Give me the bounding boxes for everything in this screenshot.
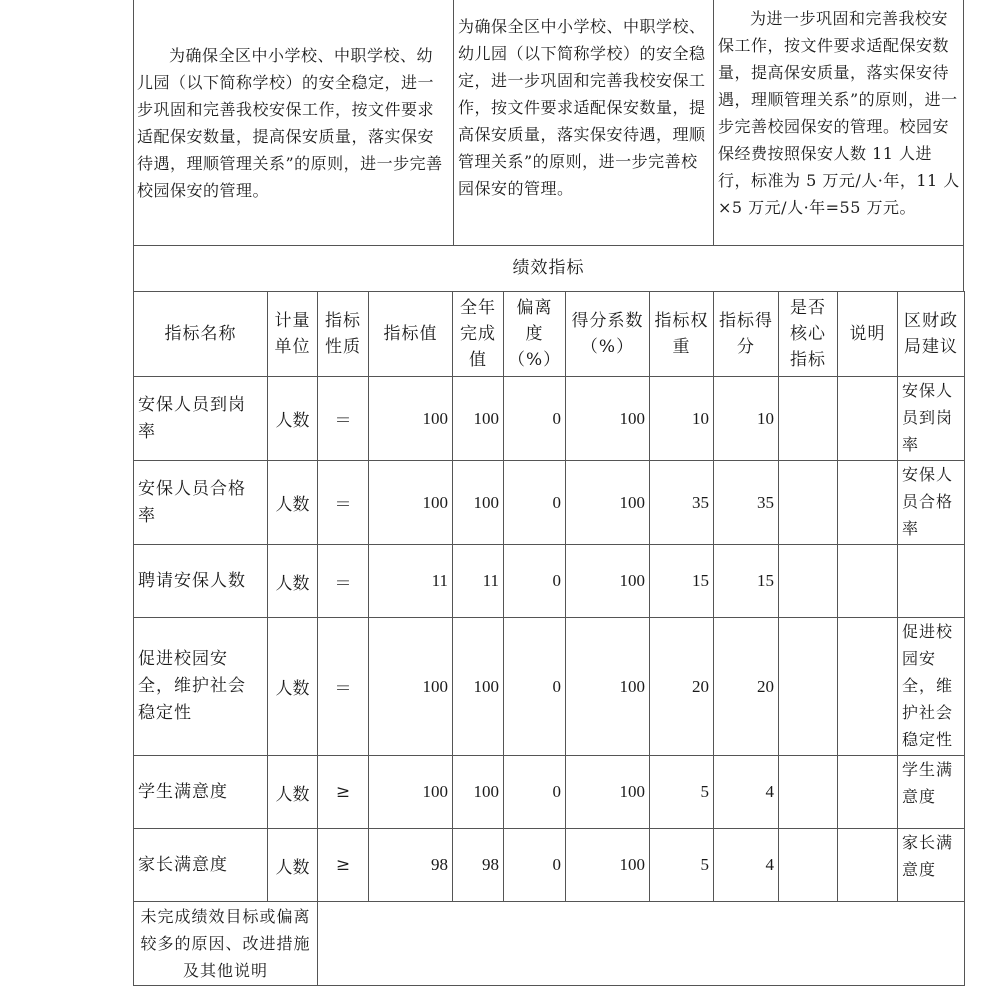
indicator-table	[133, 291, 965, 986]
indicator-nature: ≥	[318, 829, 369, 902]
footer-content	[318, 902, 965, 986]
indicator-deviation: 0	[504, 618, 566, 756]
indicator-nature: ＝	[318, 618, 369, 756]
indicator-deviation: 0	[504, 829, 566, 902]
indicator-coef: 100	[566, 829, 650, 902]
table-row	[134, 618, 965, 756]
indicator-actual: 100	[453, 461, 504, 545]
indicator-actual: 100	[453, 618, 504, 756]
header-weight: 指标权重	[650, 292, 714, 377]
indicator-name: 学生满意度	[134, 756, 268, 829]
indicator-weight: 5	[650, 756, 714, 829]
indicator-note	[838, 756, 898, 829]
project-description-band	[133, 0, 964, 246]
indicator-weight: 35	[650, 461, 714, 545]
header-nature: 指标性质	[318, 292, 369, 377]
header-target: 指标值	[369, 292, 453, 377]
header-deviation: 偏离度（%）	[504, 292, 566, 377]
indicator-nature: ＝	[318, 461, 369, 545]
indicator-nature: ＝	[318, 545, 369, 618]
indicator-nature: ≥	[318, 756, 369, 829]
table-row	[134, 377, 965, 461]
indicator-coef: 100	[566, 461, 650, 545]
indicator-core	[779, 618, 838, 756]
table-row	[134, 461, 965, 545]
section-title: 绩效指标	[133, 246, 964, 291]
indicator-score: 4	[714, 829, 779, 902]
indicator-advice: 家长满意度	[898, 829, 965, 902]
header-score: 指标得分	[714, 292, 779, 377]
indicator-unit: 人数	[268, 618, 318, 756]
description-column-1: 为确保全区中小学校、中职学校、幼儿园（以下简称学校）的安全稳定，进一步巩固和完善我校安保工作，按文件要求适配保安数量，提高保安质量，落实保安待遇，理顺管理关系”的原则，进一步完善校园保安的管理。	[134, 0, 454, 245]
indicator-advice	[898, 545, 965, 618]
indicator-unit: 人数	[268, 461, 318, 545]
header-coef: 得分系数（%）	[566, 292, 650, 377]
indicator-actual: 98	[453, 829, 504, 902]
table-row	[134, 829, 965, 902]
indicator-name: 促进校园安全，维护社会稳定性	[134, 618, 268, 756]
indicator-score: 35	[714, 461, 779, 545]
indicator-weight: 5	[650, 829, 714, 902]
description-column-2: 为确保全区中小学校、中职学校、幼儿园（以下简称学校）的安全稳定，进一步巩固和完善我校安保工作，按文件要求适配保安数量，提高保安质量，落实保安待遇，理顺管理关系”的原则，进一步完善校园保安的管理。	[454, 0, 714, 245]
footer-row	[134, 902, 965, 986]
indicator-advice: 安保人员合格率	[898, 461, 965, 545]
indicator-actual: 100	[453, 756, 504, 829]
indicator-note	[838, 829, 898, 902]
indicator-coef: 100	[566, 377, 650, 461]
indicator-deviation: 0	[504, 545, 566, 618]
indicator-unit: 人数	[268, 545, 318, 618]
indicator-nature: ＝	[318, 377, 369, 461]
indicator-weight: 20	[650, 618, 714, 756]
footer-label: 未完成绩效目标或偏离较多的原因、改进措施及其他说明	[134, 902, 318, 986]
indicator-advice: 促进校园安全，维护社会稳定性	[898, 618, 965, 756]
indicator-score: 10	[714, 377, 779, 461]
indicator-name: 安保人员合格率	[134, 461, 268, 545]
indicator-target: 100	[369, 756, 453, 829]
indicator-unit: 人数	[268, 756, 318, 829]
indicator-advice: 安保人员到岗率	[898, 377, 965, 461]
indicator-core	[779, 545, 838, 618]
header-note: 说明	[838, 292, 898, 377]
description-column-3: 为进一步巩固和完善我校安保工作，按文件要求适配保安数量，提高保安质量，落实保安待遇，理顺管理关系”的原则，进一步完善校园保安的管理。校园安保经费按照保安人数 11 人进行，标准为 5 万元/人·年，11 人×5 万元/人·年=55 万元。	[718, 9, 960, 217]
indicator-deviation: 0	[504, 377, 566, 461]
indicator-unit: 人数	[268, 829, 318, 902]
indicator-name: 聘请安保人数	[134, 545, 268, 618]
indicator-deviation: 0	[504, 461, 566, 545]
indicator-target: 100	[369, 618, 453, 756]
indicator-actual: 11	[453, 545, 504, 618]
header-name: 指标名称	[134, 292, 268, 377]
indicator-core	[779, 461, 838, 545]
header-advice: 区财政局建议	[898, 292, 965, 377]
header-core: 是否核心指标	[779, 292, 838, 377]
indicator-note	[838, 545, 898, 618]
indicator-core	[779, 756, 838, 829]
indicator-target: 98	[369, 829, 453, 902]
indicator-weight: 15	[650, 545, 714, 618]
indicator-name: 家长满意度	[134, 829, 268, 902]
performance-sheet	[133, 0, 964, 986]
indicator-coef: 100	[566, 545, 650, 618]
indicator-note	[838, 377, 898, 461]
indicator-core	[779, 377, 838, 461]
indicator-target: 100	[369, 377, 453, 461]
indicator-name: 安保人员到岗率	[134, 377, 268, 461]
indicator-note	[838, 461, 898, 545]
table-row	[134, 756, 965, 829]
indicator-note	[838, 618, 898, 756]
indicator-deviation: 0	[504, 756, 566, 829]
table-row	[134, 545, 965, 618]
indicator-score: 20	[714, 618, 779, 756]
indicator-coef: 100	[566, 618, 650, 756]
indicator-core	[779, 829, 838, 902]
indicator-score: 4	[714, 756, 779, 829]
indicator-target: 100	[369, 461, 453, 545]
indicator-actual: 100	[453, 377, 504, 461]
header-row	[134, 292, 965, 377]
indicator-target: 11	[369, 545, 453, 618]
indicator-score: 15	[714, 545, 779, 618]
indicator-unit: 人数	[268, 377, 318, 461]
indicator-coef: 100	[566, 756, 650, 829]
indicator-weight: 10	[650, 377, 714, 461]
indicator-advice: 学生满意度	[898, 756, 965, 829]
header-unit: 计量单位	[268, 292, 318, 377]
header-actual: 全年完成值	[453, 292, 504, 377]
